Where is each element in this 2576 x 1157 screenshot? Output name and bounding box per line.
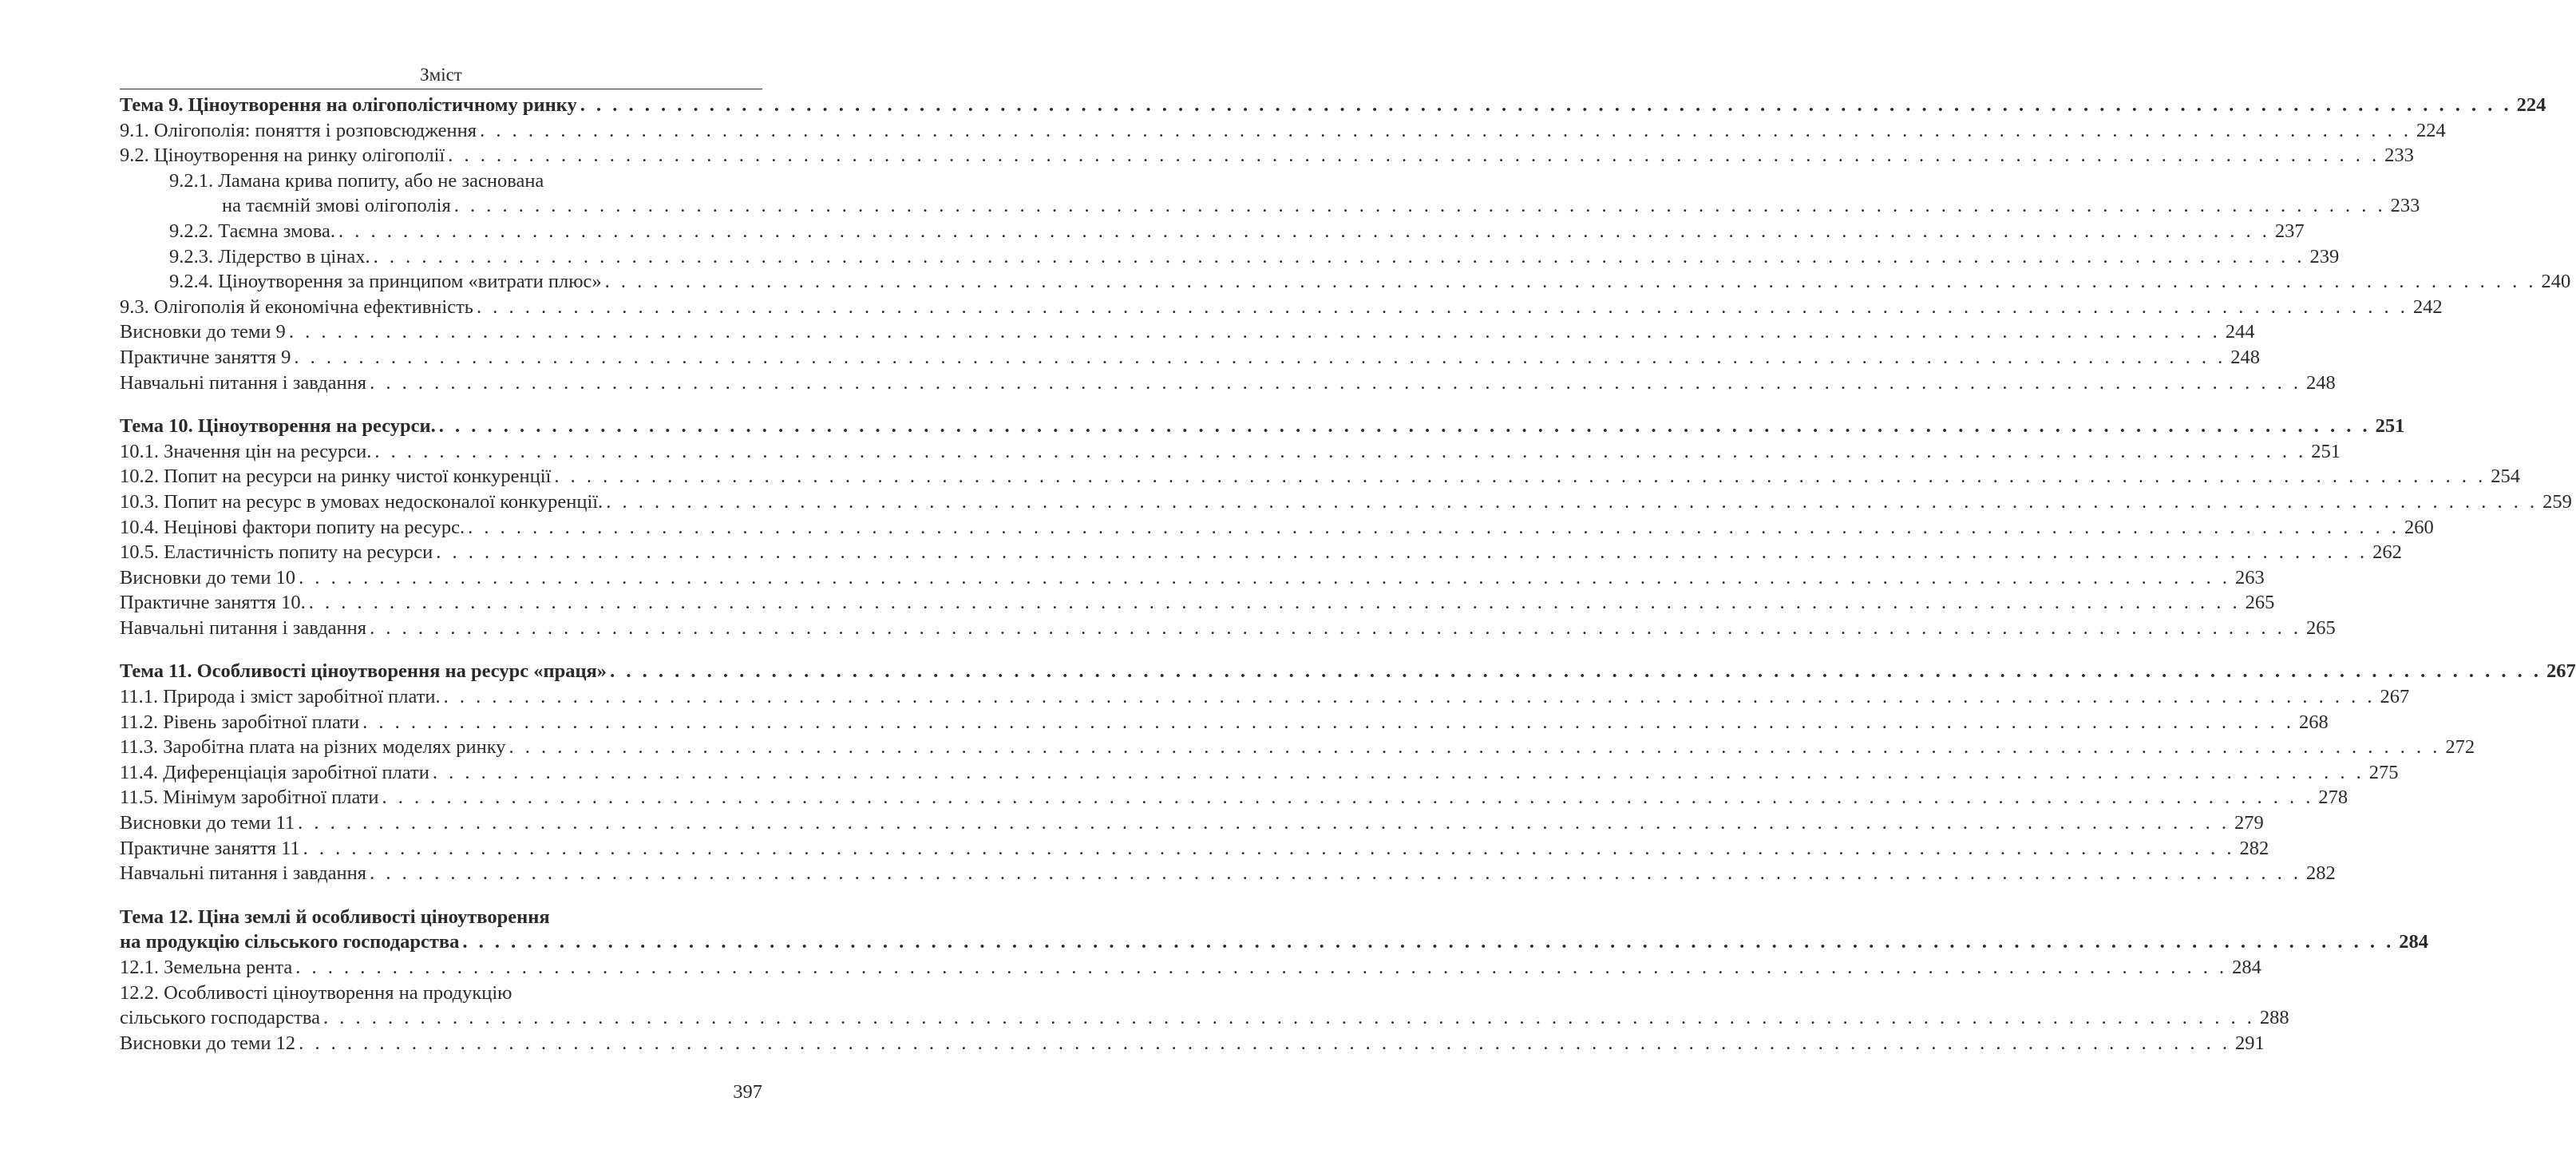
toc-leader-dots: . . . . . . . . . . . . . . . . . . . . . . . . . . . . . . . . . . . . . . . . . . . . . . . . . . . . . . . . . . . . . . . . . . . . . . . . . . . . . . . . . . . . . . . . . . . . . . . . . . . . . . . . . . . . . . . . . . . . . . . .	[288, 321, 2221, 343]
toc-entry-title: 12.1. Земельна рента	[120, 957, 293, 978]
toc-entry-title: Висновки до теми 9	[120, 321, 286, 343]
toc-entry	[120, 118, 2446, 144]
toc-entry-title: 9.1. Олігополія: поняття і розповсюдження	[120, 119, 477, 141]
toc-entry-title: 10.5. Еластичність попиту на ресурси	[120, 541, 433, 564]
toc-entry-title: Тема 12. Ціна землі й особливості ціноутворення	[120, 905, 550, 928]
toc-page-number: 268	[2298, 711, 2329, 733]
toc-leader-dots: . . . . . . . . . . . . . . . . . . . . . . . . . . . . . . . . . . . . . . . . . . . . . . . . . . . . . . . . . . . . . . . . . . . . . . . . . . . . . . . . . . . . . . . . . . . . . . . . . . . . . . . . . . . . . . . . . . . . . . . .	[299, 1032, 2230, 1054]
toc-leader-dots: . . . . . . . . . . . . . . . . . . . . . . . . . . . . . . . . . . . . . . . . . . . . . . . . . . . . . . . . . . . . . . . . . . . . . . . . . . . . . . . . . . . . . . . . . . . . . . . . . . . . . . . . . . . . . . . . . . . . . . . .	[438, 415, 2371, 438]
toc-page-number: 291	[2234, 1032, 2265, 1054]
toc-entry-title: Практичне заняття 9	[120, 346, 291, 368]
table-of-contents	[120, 93, 2576, 1074]
toc-leader-dots: . . . . . . . . . . . . . . . . . . . . . . . . . . . . . . . . . . . . . . . . . . . . . . . . . . . . . . . . . . . . . . . . . . . . . . . . . . . . . . . . . . . . . . . . . . . . . . . . . . . . . . . . . . . . . . . . . . . . . . . .	[436, 541, 2368, 564]
toc-page-number: 254	[2491, 466, 2520, 488]
toc-leader-dots: . . . . . . . . . . . . . . . . . . . . . . . . . . . . . . . . . . . . . . . . . . . . . . . . . . . . . . . . . . . . . . . . . . . . . . . . . . . . . . . . . . . . . . . . . . . . . . . . . . . . . . . . . . . . . . . . . . . . . . . .	[480, 119, 2412, 141]
toc-page-number: 265	[2305, 616, 2336, 639]
toc-page-number: 288	[2259, 1007, 2289, 1029]
toc-entry	[120, 710, 2329, 735]
toc-leader-dots: . . . . . . . . . . . . . . . . . . . . . . . . . . . . . . . . . . . . . . . . . . . . . . . . . . . . . . . . . . . . . . . . . . . . . . . . . . . . . . . . . . . . . . . . . . . . . . . . . . . . . . . . . . . . . . . . . . . . . . . .	[322, 1007, 2255, 1029]
toc-page-number: 262	[2372, 541, 2402, 564]
toc-entry	[120, 1005, 2289, 1031]
toc-leader-dots: . . . . . . . . . . . . . . . . . . . . . . . . . . . . . . . . . . . . . . . . . . . . . . . . . . . . . . . . . . . . . . . . . . . . . . . . . . . . . . . . . . . . . . . . . . . . . . . . . . . . . . . . . . . . . . . . . . . . . . . .	[468, 516, 2400, 538]
toc-entry-title: 10.2. Попит на ресурси на ринку чистої конкуренції	[120, 466, 552, 488]
toc-section	[120, 905, 2429, 1056]
toc-page-number: 224	[2416, 119, 2446, 141]
toc-page-number: 282	[2305, 862, 2336, 885]
toc-page-number: 259	[2542, 490, 2572, 513]
toc-leader-dots: . . . . . . . . . . . . . . . . . . . . . . . . . . . . . . . . . . . . . . . . . . . . . . . . . . . . . . . . . . . . . . . . . . . . . . . . . . . . . . . . . . . . . . . . . . . . . . . . . . . . . . . . . . . . . . . . . . . . . . . .	[382, 787, 2314, 809]
toc-entry-title: Навчальні питання і завдання	[120, 371, 367, 394]
toc-entry-title: сільського господарства	[120, 1007, 320, 1029]
toc-leader-dots: . . . . . . . . . . . . . . . . . . . . . . . . . . . . . . . . . . . . . . . . . . . . . . . . . . . . . . . . . . . . . . . . . . . . . . . . . . . . . . . . . . . . . . . . . . . . . . . . . . . . . . . . . . . . . . . . . . . . . . . .	[373, 245, 2305, 267]
toc-entry	[120, 515, 2434, 541]
toc-entry-title: 11.5. Мінімум заробітної плати	[120, 787, 379, 809]
toc-entry-title: Навчальні питання і завдання	[120, 616, 367, 639]
toc-entry	[120, 269, 2571, 295]
toc-page-number: 272	[2445, 736, 2475, 759]
toc-leader-dots: . . . . . . . . . . . . . . . . . . . . . . . . . . . . . . . . . . . . . . . . . . . . . . . . . . . . . . . . . . . . . . . . . . . . . . . . . . . . . . . . . . . . . . . . . . . . . . . . . . . . . . . . . . . . . . . . . . . . . . . .	[295, 957, 2228, 978]
toc-entry	[120, 955, 2261, 981]
toc-entry-title: Практичне заняття 10.	[120, 592, 306, 614]
toc-entry	[120, 760, 2399, 786]
toc-leader-dots: . . . . . . . . . . . . . . . . . . . . . . . . . . . . . . . . . . . . . . . . . . . . . . . . . . . . . . . . . . . . . . . . . . . . . . . . . . . . . . . . . . . . . . . . . . . . . . . . . . . . . . . . . . . . . . . . . . . . . . . .	[370, 616, 2301, 639]
toc-entry	[120, 785, 2348, 810]
toc-leader-dots: . . . . . . . . . . . . . . . . . . . . . . . . . . . . . . . . . . . . . . . . . . . . . . . . . . . . . . . . . . . . . . . . . . . . . . . . . . . . . . . . . . . . . . . . . . . . . . . . . . . . . . . . . . . . . . . . . . . . . . . .	[308, 592, 2241, 614]
toc-entry	[120, 295, 2443, 320]
toc-chapter-entry	[120, 93, 2546, 118]
toc-entry-title: 9.2.2. Таємна змова.	[169, 220, 335, 242]
running-header	[120, 64, 762, 86]
toc-entry-title: 11.1. Природа і зміст заробітної плати.	[120, 686, 441, 708]
toc-page-number: 282	[2239, 837, 2269, 859]
toc-entry	[120, 684, 2410, 710]
toc-chapter-entry	[120, 659, 2576, 684]
toc-entry	[120, 370, 2336, 396]
toc-leader-dots: . . . . . . . . . . . . . . . . . . . . . . . . . . . . . . . . . . . . . . . . . . . . . . . . . . . . . . . . . . . . . . . . . . . . . . . . . . . . . . . . . . . . . . . . . . . . . . . . . . . . . . . . . . . . . . . . . . . . . . . .	[362, 711, 2294, 733]
toc-page-number: 224	[2516, 94, 2546, 116]
toc-entry	[120, 168, 762, 194]
toc-entry-title: 12.2. Особливості ціноутворення на продукцію	[120, 981, 512, 1004]
toc-entry-title: Практичне заняття 11	[120, 837, 300, 859]
toc-chapter-entry	[120, 414, 2405, 439]
toc-leader-dots: . . . . . . . . . . . . . . . . . . . . . . . . . . . . . . . . . . . . . . . . . . . . . . . . . . . . . . . . . . . . . . . . . . . . . . . . . . . . . . . . . . . . . . . . . . . . . . . . . . . . . . . . . . . . . . . . . . . . . . . .	[448, 145, 2380, 167]
toc-entry	[120, 735, 2475, 760]
toc-page-number: 275	[2368, 761, 2399, 783]
toc-entry	[120, 244, 2340, 270]
toc-leader-dots: . . . . . . . . . . . . . . . . . . . . . . . . . . . . . . . . . . . . . . . . . . . . . . . . . . . . . . . . . . . . . . . . . . . . . . . . . . . . . . . . . . . . . . . . . . . . . . . . . . . . . . . . . . . . . . . . . . . . . . . .	[610, 660, 2542, 683]
toc-page-number: 248	[2305, 371, 2336, 394]
toc-leader-dots: . . . . . . . . . . . . . . . . . . . . . . . . . . . . . . . . . . . . . . . . . . . . . . . . . . . . . . . . . . . . . . . . . . . . . . . . . . . . . . . . . . . . . . . . . . . . . . . . . . . . . . . . . . . . . . . . . . . . . . . .	[443, 686, 2376, 708]
toc-entry-title: на продукцію сільського господарства	[120, 931, 460, 953]
toc-entry	[120, 1031, 2265, 1056]
header-title: Зміст	[420, 65, 462, 85]
toc-leader-dots: . . . . . . . . . . . . . . . . . . . . . . . . . . . . . . . . . . . . . . . . . . . . . . . . . . . . . . . . . . . . . . . . . . . . . . . . . . . . . . . . . . . . . . . . . . . . . . . . . . . . . . . . . . . . . . . . . . . . . . . .	[299, 566, 2230, 588]
toc-entry	[120, 345, 2260, 370]
toc-page-number: 248	[2230, 346, 2260, 368]
toc-entry	[120, 193, 2420, 219]
toc-entry-title: Висновки до теми 10	[120, 566, 296, 588]
toc-entry	[120, 464, 2520, 489]
toc-entry-title: 11.3. Заробітна плата на різних моделях ринку	[120, 736, 506, 759]
toc-entry	[120, 810, 2264, 836]
toc-leader-dots: . . . . . . . . . . . . . . . . . . . . . . . . . . . . . . . . . . . . . . . . . . . . . . . . . . . . . . . . . . . . . . . . . . . . . . . . . . . . . . . . . . . . . . . . . . . . . . . . . . . . . . . . . . . . . . . . . . . . . . . .	[303, 837, 2235, 859]
toc-entry-title: Навчальні питання і завдання	[120, 862, 367, 885]
toc-entry-title: 11.2. Рівень заробітної плати	[120, 711, 360, 733]
toc-leader-dots: . . . . . . . . . . . . . . . . . . . . . . . . . . . . . . . . . . . . . . . . . . . . . . . . . . . . . . . . . . . . . . . . . . . . . . . . . . . . . . . . . . . . . . . . . . . . . . . . . . . . . . . . . . . . . . . . . . . . . . . .	[462, 931, 2395, 953]
toc-page-number: 260	[2404, 516, 2434, 538]
toc-section	[120, 414, 2572, 640]
toc-page-number: 240	[2541, 271, 2571, 293]
toc-leader-dots: . . . . . . . . . . . . . . . . . . . . . . . . . . . . . . . . . . . . . . . . . . . . . . . . . . . . . . . . . . . . . . . . . . . . . . . . . . . . . . . . . . . . . . . . . . . . . . . . . . . . . . . . . . . . . . . . . . . . . . . .	[508, 736, 2441, 759]
toc-leader-dots: . . . . . . . . . . . . . . . . . . . . . . . . . . . . . . . . . . . . . . . . . . . . . . . . . . . . . . . . . . . . . . . . . . . . . . . . . . . . . . . . . . . . . . . . . . . . . . . . . . . . . . . . . . . . . . . . . . . . . . . .	[370, 371, 2301, 394]
toc-chapter-entry	[120, 905, 762, 930]
toc-entry-title: 9.2.1. Ламана крива попиту, або не заснована	[169, 169, 544, 192]
toc-page-number: 251	[2311, 440, 2341, 462]
toc-entry-title: 10.4. Нецінові фактори попиту на ресурс.	[120, 516, 465, 538]
toc-entry-title: на таємній змові олігополія	[222, 195, 451, 217]
toc-page-number: 279	[2234, 812, 2264, 834]
toc-entry	[120, 540, 2402, 565]
toc-entry-title: 9.3. Олігополія й економічна ефективність	[120, 295, 473, 318]
toc-page-number: 233	[2390, 195, 2420, 217]
toc-entry	[120, 590, 2275, 616]
toc-page-number: 237	[2274, 220, 2305, 242]
toc-entry-title: 9.2.3. Лідерство в цінах.	[169, 245, 370, 267]
toc-leader-dots: . . . . . . . . . . . . . . . . . . . . . . . . . . . . . . . . . . . . . . . . . . . . . . . . . . . . . . . . . . . . . . . . . . . . . . . . . . . . . . . . . . . . . . . . . . . . . . . . . . . . . . . . . . . . . . . . . . . . . . . .	[338, 220, 2270, 242]
toc-entry	[120, 489, 2572, 515]
toc-page-number: 278	[2318, 787, 2348, 809]
toc-page-number: 284	[2232, 957, 2261, 978]
toc-page-number: 267	[2546, 660, 2576, 683]
toc-leader-dots: . . . . . . . . . . . . . . . . . . . . . . . . . . . . . . . . . . . . . . . . . . . . . . . . . . . . . . . . . . . . . . . . . . . . . . . . . . . . . . . . . . . . . . . . . . . . . . . . . . . . . . . . . . . . . . . . . . . . . . . .	[370, 862, 2301, 885]
toc-leader-dots: . . . . . . . . . . . . . . . . . . . . . . . . . . . . . . . . . . . . . . . . . . . . . . . . . . . . . . . . . . . . . . . . . . . . . . . . . . . . . . . . . . . . . . . . . . . . . . . . . . . . . . . . . . . . . . . . . . . . . . . .	[606, 490, 2538, 513]
toc-entry-title: Висновки до теми 11	[120, 812, 295, 834]
toc-leader-dots: . . . . . . . . . . . . . . . . . . . . . . . . . . . . . . . . . . . . . . . . . . . . . . . . . . . . . . . . . . . . . . . . . . . . . . . . . . . . . . . . . . . . . . . . . . . . . . . . . . . . . . . . . . . . . . . . . . . . . . . .	[294, 346, 2226, 368]
toc-page-number: 244	[2225, 321, 2255, 343]
toc-section	[120, 93, 2571, 395]
toc-entry	[120, 219, 2305, 244]
toc-leader-dots: . . . . . . . . . . . . . . . . . . . . . . . . . . . . . . . . . . . . . . . . . . . . . . . . . . . . . . . . . . . . . . . . . . . . . . . . . . . . . . . . . . . . . . . . . . . . . . . . . . . . . . . . . . . . . . . . . . . . . . . .	[554, 466, 2487, 488]
toc-page-number: 284	[2399, 931, 2429, 953]
toc-entry-title: 9.2.4. Ціноутворення за принципом «витрати плюс»	[169, 271, 602, 293]
toc-entry-title: 10.3. Попит на ресурс в умовах недосконалої конкуренції.	[120, 490, 603, 513]
toc-leader-dots: . . . . . . . . . . . . . . . . . . . . . . . . . . . . . . . . . . . . . . . . . . . . . . . . . . . . . . . . . . . . . . . . . . . . . . . . . . . . . . . . . . . . . . . . . . . . . . . . . . . . . . . . . . . . . . . . . . . . . . . .	[374, 440, 2307, 462]
toc-entry-title: 11.4. Диференціація заробітної плати	[120, 761, 429, 783]
toc-page-number: 263	[2234, 566, 2265, 588]
toc-entry-title: 9.2. Ціноутворення на ринку олігополії	[120, 145, 445, 167]
toc-page-number: 251	[2375, 415, 2405, 438]
toc-page-number: 267	[2380, 686, 2410, 708]
toc-section	[120, 659, 2576, 886]
toc-entry	[120, 143, 2414, 168]
toc-leader-dots: . . . . . . . . . . . . . . . . . . . . . . . . . . . . . . . . . . . . . . . . . . . . . . . . . . . . . . . . . . . . . . . . . . . . . . . . . . . . . . . . . . . . . . . . . . . . . . . . . . . . . . . . . . . . . . . . . . . . . . . .	[476, 295, 2408, 318]
toc-entry	[120, 319, 2255, 345]
toc-leader-dots: . . . . . . . . . . . . . . . . . . . . . . . . . . . . . . . . . . . . . . . . . . . . . . . . . . . . . . . . . . . . . . . . . . . . . . . . . . . . . . . . . . . . . . . . . . . . . . . . . . . . . . . . . . . . . . . . . . . . . . . .	[432, 761, 2364, 783]
toc-page-number: 242	[2412, 295, 2443, 318]
toc-page-number: 239	[2309, 245, 2340, 267]
toc-entry	[120, 616, 2336, 641]
toc-chapter-entry	[120, 929, 2429, 955]
toc-entry	[120, 836, 2269, 862]
page-number: 397	[733, 1081, 762, 1103]
toc-leader-dots: . . . . . . . . . . . . . . . . . . . . . . . . . . . . . . . . . . . . . . . . . . . . . . . . . . . . . . . . . . . . . . . . . . . . . . . . . . . . . . . . . . . . . . . . . . . . . . . . . . . . . . . . . . . . . . . . . . . . . . . .	[298, 812, 2230, 834]
toc-entry	[120, 981, 762, 1006]
toc-page-number: 265	[2245, 592, 2275, 614]
toc-leader-dots: . . . . . . . . . . . . . . . . . . . . . . . . . . . . . . . . . . . . . . . . . . . . . . . . . . . . . . . . . . . . . . . . . . . . . . . . . . . . . . . . . . . . . . . . . . . . . . . . . . . . . . . . . . . . . . . . . . . . . . . .	[604, 271, 2537, 293]
toc-page-number: 233	[2384, 145, 2414, 167]
toc-entry-title: 10.1. Значення цін на ресурси.	[120, 440, 372, 462]
toc-entry	[120, 565, 2265, 591]
toc-leader-dots: . . . . . . . . . . . . . . . . . . . . . . . . . . . . . . . . . . . . . . . . . . . . . . . . . . . . . . . . . . . . . . . . . . . . . . . . . . . . . . . . . . . . . . . . . . . . . . . . . . . . . . . . . . . . . . . . . . . . . . . .	[580, 94, 2512, 116]
toc-entry	[120, 861, 2336, 886]
toc-entry-title: Тема 10. Ціноутворення на ресурси.	[120, 415, 436, 438]
toc-leader-dots: . . . . . . . . . . . . . . . . . . . . . . . . . . . . . . . . . . . . . . . . . . . . . . . . . . . . . . . . . . . . . . . . . . . . . . . . . . . . . . . . . . . . . . . . . . . . . . . . . . . . . . . . . . . . . . . . . . . . . . . .	[453, 195, 2386, 217]
toc-entry-title: Висновки до теми 12	[120, 1032, 296, 1054]
toc-entry	[120, 439, 2341, 465]
toc-entry-title: Тема 11. Особливості ціноутворення на ресурс «праця»	[120, 660, 607, 683]
toc-entry-title: Тема 9. Ціноутворення на олігополістичному ринку	[120, 94, 577, 116]
